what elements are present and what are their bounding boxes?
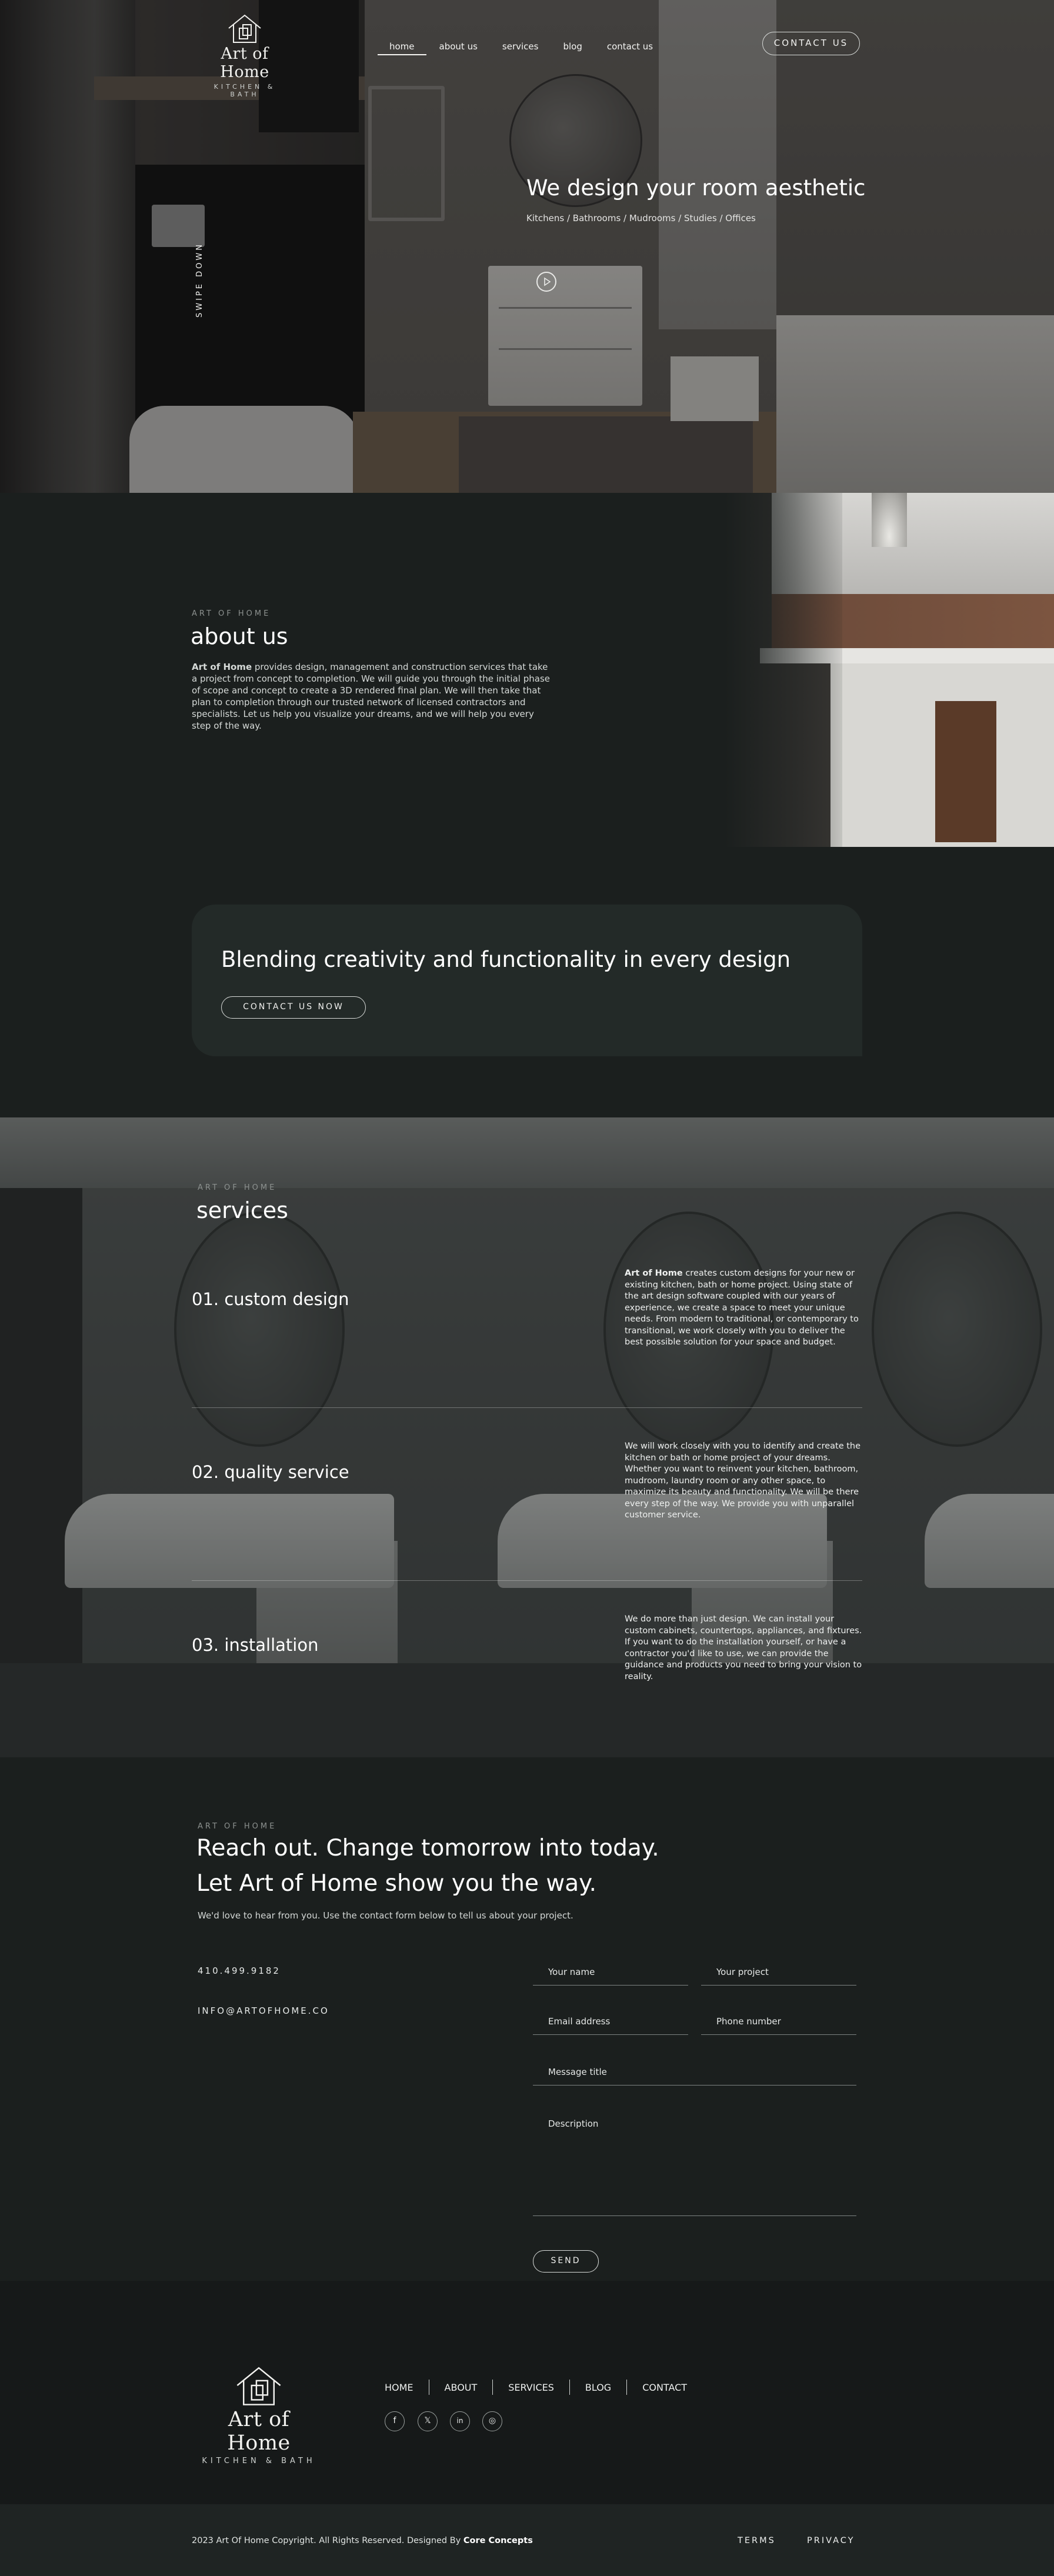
about-body-text: provides design, management and construction services that take a project from concept to completion. We will guide you through the initial phase of scope and concept to create a 3D rendered final plan. We will then take that plan to completion through our trusted network of licensed contractors and specialists. Let us help you visualize your dreams, and we will help you every step of the way. bbox=[192, 662, 550, 731]
nav-item-services[interactable]: services bbox=[502, 41, 539, 52]
project-field[interactable] bbox=[701, 1962, 856, 1986]
service-title: 02. quality service bbox=[192, 1462, 349, 1482]
service-description bbox=[625, 1268, 866, 1349]
footer-brand-name: Art of Home bbox=[227, 2408, 291, 2455]
main-nav bbox=[376, 41, 653, 55]
privacy-link[interactable]: PRIVACY bbox=[807, 2536, 855, 2545]
copyright-text bbox=[192, 2536, 533, 2545]
footer-nav-blog[interactable]: BLOG bbox=[585, 2381, 612, 2393]
name-field-placeholder: Your name bbox=[548, 1967, 595, 1977]
footer-nav-separator bbox=[626, 2380, 627, 2395]
service-description-strong: Art of Home bbox=[625, 1269, 683, 1278]
footer bbox=[0, 2281, 1054, 2504]
description-textarea[interactable] bbox=[533, 2113, 856, 2216]
hero-tagline: Kitchens / Bathrooms / Mudrooms / Studies / Offices bbox=[526, 213, 756, 223]
brand-subtitle: KITCHEN & BATH bbox=[214, 83, 276, 98]
contact-section bbox=[0, 1757, 1054, 2281]
play-icon bbox=[538, 273, 555, 291]
message-title-field[interactable] bbox=[533, 2062, 856, 2086]
footer-nav bbox=[385, 2380, 687, 2395]
copyright-prefix: 2023 Art Of Home Copyright. All Rights Reserved. Designed By bbox=[192, 2536, 463, 2545]
house-logo-icon bbox=[225, 12, 264, 45]
nav-item-home[interactable]: home bbox=[378, 41, 426, 55]
about-body bbox=[192, 661, 551, 732]
description-placeholder: Description bbox=[548, 2118, 599, 2129]
email-field[interactable] bbox=[533, 2011, 688, 2035]
hero-overlay bbox=[0, 0, 1054, 493]
hero-title: We design your room aesthetic bbox=[526, 175, 866, 201]
services-section bbox=[0, 1117, 1054, 1757]
service-item bbox=[192, 1581, 862, 1754]
phone-field[interactable] bbox=[701, 2011, 856, 2035]
footer-nav-contact[interactable]: CONTACT bbox=[642, 2381, 688, 2393]
services-eyebrow: ART OF HOME bbox=[198, 1183, 277, 1192]
footer-logo[interactable] bbox=[194, 2363, 323, 2465]
nav-item-about-us[interactable]: about us bbox=[439, 41, 478, 52]
service-title: 01. custom design bbox=[192, 1289, 349, 1309]
instagram-icon[interactable]: ◎ bbox=[482, 2411, 502, 2431]
footer-nav-home[interactable]: HOME bbox=[385, 2381, 413, 2393]
service-description-text: creates custom designs for your new or existing kitchen, bath or home project. Using state of the art design software coupled with our years of experience, we create a space to meet your unique needs. From modern to traditional, or contemporary to transitional, we work closely with you to deliver the best possible solution for your space and budget. bbox=[625, 1269, 859, 1347]
nav-item-blog[interactable]: blog bbox=[563, 41, 582, 52]
email-field-placeholder: Email address bbox=[548, 2016, 611, 2027]
footer-brand-subtitle: KITCHEN & BATH bbox=[202, 2457, 316, 2465]
service-item bbox=[192, 1235, 862, 1408]
header-contact-button[interactable]: CONTACT US bbox=[762, 32, 860, 55]
contact-eyebrow: ART OF HOME bbox=[198, 1822, 277, 1831]
service-item bbox=[192, 1408, 862, 1581]
designer-link[interactable]: Core Concepts bbox=[463, 2536, 533, 2545]
contact-us-now-button[interactable]: CONTACT US NOW bbox=[221, 996, 366, 1019]
footer-nav-services[interactable]: SERVICES bbox=[508, 2381, 554, 2393]
play-video-button[interactable] bbox=[536, 272, 556, 292]
swipe-down-hint: SWIPE DOWN bbox=[195, 242, 204, 318]
message-title-placeholder: Message title bbox=[548, 2067, 607, 2077]
service-title: 03. installation bbox=[192, 1635, 319, 1655]
name-field[interactable] bbox=[533, 1962, 688, 1986]
terms-link[interactable]: TERMS bbox=[738, 2536, 776, 2545]
phone-field-placeholder: Phone number bbox=[716, 2016, 781, 2027]
contact-headline-line1: Reach out. Change tomorrow into today. bbox=[196, 1835, 659, 1861]
footer-nav-separator bbox=[569, 2380, 570, 2395]
about-kitchen-image bbox=[725, 493, 1054, 847]
copyright-bar bbox=[0, 2504, 1054, 2576]
about-body-strong: Art of Home bbox=[192, 662, 252, 672]
header-logo[interactable] bbox=[198, 12, 292, 98]
cta-card bbox=[192, 905, 862, 1056]
contact-lead: We'd love to hear from you. Use the contact form below to tell us about your project. bbox=[198, 1910, 573, 1921]
services-title: services bbox=[196, 1197, 288, 1223]
contact-phone[interactable]: 410.499.9182 bbox=[198, 1966, 281, 1976]
footer-nav-about[interactable]: ABOUT bbox=[444, 2381, 478, 2393]
nav-item-contact-us[interactable]: contact us bbox=[606, 41, 653, 52]
about-section bbox=[0, 493, 1054, 847]
hero-section bbox=[0, 0, 1054, 493]
x-icon[interactable]: 𝕏 bbox=[418, 2411, 438, 2431]
send-button[interactable]: SEND bbox=[533, 2250, 599, 2273]
project-field-placeholder: Your project bbox=[716, 1967, 769, 1977]
house-logo-icon bbox=[231, 2363, 287, 2408]
brand-name: Art of Home bbox=[220, 45, 269, 81]
facebook-icon[interactable]: f bbox=[385, 2411, 405, 2431]
linkedin-icon[interactable]: in bbox=[450, 2411, 470, 2431]
service-description: We will work closely with you to identify and create the kitchen or bath or home project of your dreams. Whether you want to reinvent your kitchen, bathroom, mudroom, laundry room or any other space, to maximize its beauty and functionality. We will be there every step of the way. We provide you with unparallel customer service. bbox=[625, 1442, 861, 1520]
contact-headline-line2: Let Art of Home show you the way. bbox=[196, 1870, 597, 1897]
contact-email[interactable]: INFO@ARTOFHOME.CO bbox=[198, 2006, 329, 2016]
about-eyebrow: ART OF HOME bbox=[192, 609, 271, 618]
footer-nav-separator bbox=[492, 2380, 493, 2395]
service-description: We do more than just design. We can install your custom cabinets, countertops, appliances, and fixtures. If you want to do the installation yourself, or have a contractor you'd like to use, we can provide the guidance and products you need to bring your vision to reality. bbox=[625, 1614, 862, 1681]
about-title: about us bbox=[191, 623, 288, 649]
cta-title: Blending creativity and functionality in every design bbox=[221, 947, 791, 972]
